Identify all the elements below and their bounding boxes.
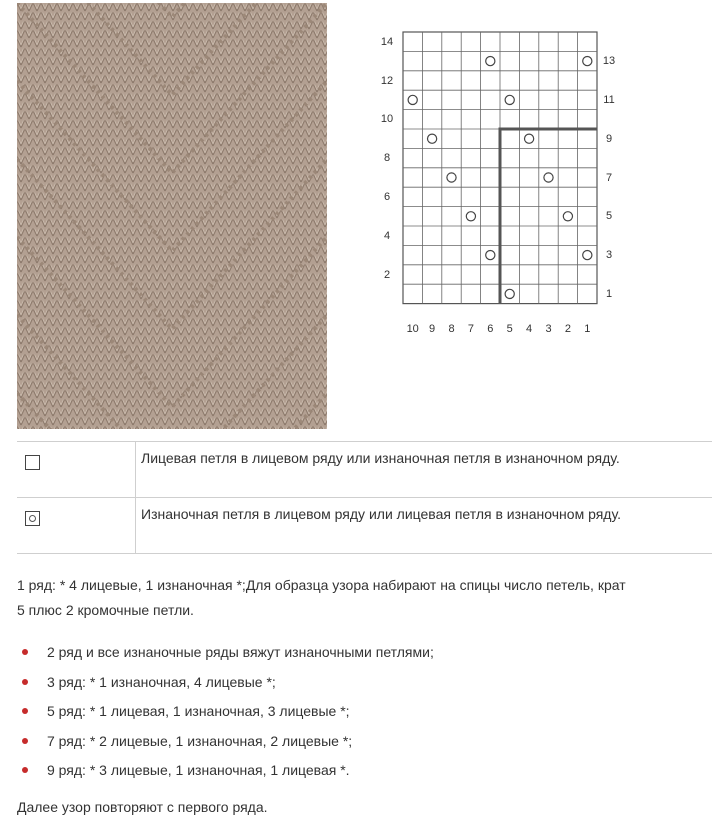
row-number-label: 8 xyxy=(383,152,391,165)
knit-stitch-symbol-icon xyxy=(25,455,40,470)
row-number-label: 9 xyxy=(605,132,613,145)
closing-paragraph: Далее узор повторяют с первого ряда. xyxy=(17,799,268,815)
legend-symbol-cell xyxy=(17,442,136,498)
list-item: 3 ряд: * 1 изнаночная, 4 лицевые *; xyxy=(17,669,434,699)
legend-row xyxy=(17,498,712,554)
intro-line-1: 1 ряд: * 4 лицевые, 1 изнаночная *;Для образца узора набирают на спицы число петель, крат xyxy=(17,577,626,593)
column-number-label: 6 xyxy=(487,322,494,335)
row-number-label: 4 xyxy=(383,229,391,242)
intro-line-2: 5 плюс 2 кромочные петли. xyxy=(17,602,194,618)
column-number-label: 1 xyxy=(584,322,591,335)
row-number-label: 3 xyxy=(605,249,613,262)
column-number-label: 3 xyxy=(545,322,552,335)
column-number-label: 10 xyxy=(406,322,419,335)
row-number-label: 1 xyxy=(605,287,613,300)
intro-paragraph xyxy=(17,573,712,623)
column-number-label: 8 xyxy=(448,322,455,335)
row-number-label: 11 xyxy=(603,93,615,106)
row-number-label: 10 xyxy=(380,113,394,126)
row-number-label: 7 xyxy=(605,171,613,184)
list-item: 7 ряд: * 2 лицевые, 1 изнаночная, 2 лицевые *; xyxy=(17,728,434,758)
row-number-label: 2 xyxy=(383,268,391,281)
row-number-label: 14 xyxy=(380,35,394,48)
list-item: 2 ряд и все изнаночные ряды вяжут изнаночными петлями; xyxy=(17,639,434,669)
column-number-label: 9 xyxy=(429,322,436,335)
row-instructions-list xyxy=(17,639,434,787)
row-number-label: 13 xyxy=(602,55,616,68)
chart-grid xyxy=(373,30,613,330)
row-number-label: 5 xyxy=(605,210,613,223)
legend-description: Изнаночная петля в лицевом ряду или лицевая петля в изнаночном ряду. xyxy=(136,498,712,554)
knit-swatch-photo xyxy=(17,3,327,429)
column-number-label: 4 xyxy=(526,322,533,335)
row-number-label: 6 xyxy=(383,190,391,203)
symbol-legend xyxy=(17,441,712,554)
column-number-label: 2 xyxy=(564,322,571,335)
purl-stitch-symbol-icon xyxy=(25,511,40,526)
list-item: 5 ряд: * 1 лицевая, 1 изнаночная, 3 лицевые *; xyxy=(17,698,434,728)
legend-symbol-cell xyxy=(17,498,136,554)
column-number-label: 5 xyxy=(506,322,513,335)
knitting-chart xyxy=(373,30,616,335)
column-number-label: 7 xyxy=(467,322,474,335)
list-item: 9 ряд: * 3 лицевые, 1 изнаночная, 1 лицевая *. xyxy=(17,757,434,787)
legend-description: Лицевая петля в лицевом ряду или изнаночная петля в изнаночном ряду. xyxy=(136,442,712,498)
legend-row xyxy=(17,442,712,498)
row-number-label: 12 xyxy=(380,74,394,87)
